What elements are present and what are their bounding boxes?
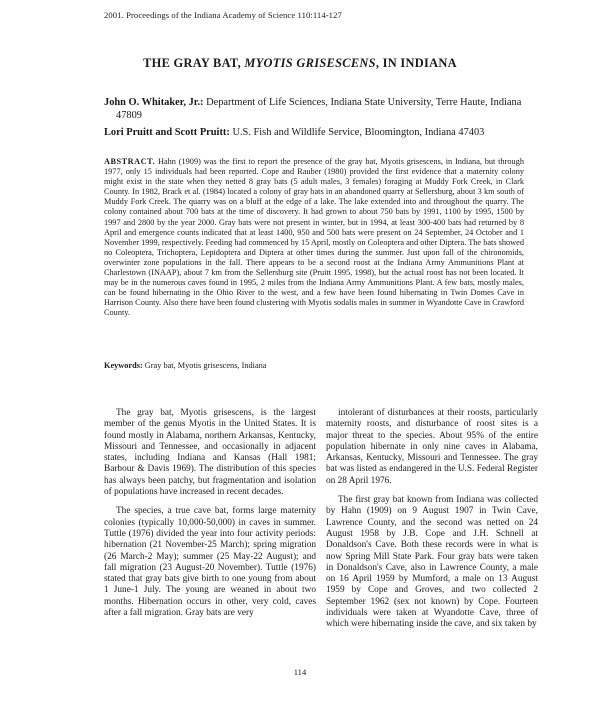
- title-species: MYOTIS GRISESCENS: [244, 56, 376, 70]
- article-title: [80, 56, 520, 71]
- body-column-left: [104, 408, 316, 627]
- keywords-label: Keywords:: [104, 361, 143, 370]
- body-column-right: [326, 408, 538, 639]
- body-paragraph: The first gray bat known from Indiana was collected by Hahn (1909) on 9 August 1907 in Twin Cave, Lawrence County, and the second was netted on 24 August 1958 by J.B. Cope and J.H. Schnell at Donaldson's Cave. Both these records were in what is now Spring Mill State Park. Four gray bats were taken in Donaldson's Cave, also in Lawrence County, a male on 16 April 1959 by Mumford, a male on 13 August 1959 by Cope and Groves, and two collected 2 September 1962 (sex not known) by Cope. Fourteen individuals were taken at Wyandotte Cave, three of which were hibernating inside the cave, and six taken by: [326, 495, 538, 630]
- author-block-2: [104, 126, 534, 139]
- keywords: [104, 361, 524, 371]
- running-header: 2001. Proceedings of the Indiana Academy of Science 110:114-127: [104, 10, 342, 20]
- author-names-1: John O. Whitaker, Jr.:: [104, 97, 204, 108]
- body-paragraph: intolerant of disturbances at their roosts, particularly maternity roosts, and disturbance of roost sites is a major threat to the species. About 95% of the entire population hibernate in only nine caves in Alabama, Arkansas, Kentucky, Missouri and Tennessee. The gray bat was listed as endangered in the U.S. Federal Register on 28 April 1976.: [326, 408, 538, 486]
- author-names-2: Lori Pruitt and Scott Pruitt:: [104, 127, 230, 138]
- abstract: [104, 157, 524, 319]
- abstract-text: Hahn (1909) was the first to report the presence of the gray bat, Myotis grisescens, in Indiana, but through 1977, only 15 individuals had been reported. Cope and Rauber (1980) provided the first evidence that a maternity colony might exist in the state when they netted 8 gray bats (5 adult males, 3 females) foraging at Muddy Fork Creek, in Clark County. In 1982, Brack et al. (1984) located a colony of gray bats in an abandoned quarry at Sellersburg, about 3 km south of Muddy Fork Creek. The quarry was on a bluff at the edge of a lake. The lake extended into and throughout the quarry. The colony contained about 700 bats at the time of discovery. It had grown to about 750 bats by 1991, 1100 by 1995, 1500 by 1997 and 2800 by the year 2000. Gray bats were not present in winter, but in 1994, at least 300-400 bats had returned by 8 April and emergence counts indicated that at least 1400, 950 and 500 bats were present on 24 September, 24 October and 1 November 1999, respectively. Feeding had commenced by 15 April, mostly on Coleoptera and other Diptera. The bats showed no Coleoptera, Trichoptera, Lepidoptera and Diptera at other times during the summer. Just upon fall of the chironomids, overwinter zone populations in the fall. There appears to be a second roost at the Indiana Army Ammunitions Plant at Charlestown (INAAP), about 7 km from the Sellersburg site (Pruitt 1995, 1998), but the actual roost has not been located. It may be in the numerous caves found in 1995, 2 miles from the Indiana Army Ammunitions Plant. A few bats, mostly males, can be found hibernating in the Ohio River to the west, and a few have been found hibernating in Twin Domes Cave in Harrison County. Also there have been found clustering with Myotis sodalis males in summer in Wyandotte Cave in Crawford County.: [104, 157, 524, 318]
- abstract-label: ABSTRACT.: [104, 157, 156, 166]
- title-prefix: THE GRAY BAT,: [143, 56, 245, 70]
- author-affiliation-1: Department of Life Sciences, Indiana State University, Terre Haute, Indiana 47809: [116, 97, 522, 121]
- author-affiliation-2: U.S. Fish and Wildlife Service, Bloomington, Indiana 47403: [232, 127, 485, 138]
- keywords-text: Gray bat, Myotis grisescens, Indiana: [144, 361, 267, 370]
- body-paragraph: The species, a true cave bat, forms large maternity colonies (typically 10,000-50,000) in caves in summer. Tuttle (1976) divided the year into four activity periods: hibernation (21 November-25 March); spring migration (26 March-2 May); summer (25 May-22 August); and fall migration (23 August-20 November). Tuttle (1976) stated that gray bats give birth to one young from about 1 June-1 July. The young are weaned in about two months. Hibernation occurs in other, very cold, caves after a fall migration. Gray bats are very: [104, 506, 316, 619]
- body-paragraph: The gray bat, Myotis grisescens, is the largest member of the genus Myotis in the United States. It is found mostly in Alabama, northern Arkansas, Kentucky, Missouri and Tennessee, and occasionally in adjacent states, including Indiana and Kansas (Hall 1981; Barbour & Davis 1969). The distribution of this species has always been patchy, but fragmentation and isolation of populations have increased in recent decades.: [104, 408, 316, 498]
- page-number: 114: [293, 667, 307, 677]
- title-suffix: , IN INDIANA: [375, 56, 457, 70]
- author-block-1: [104, 96, 534, 122]
